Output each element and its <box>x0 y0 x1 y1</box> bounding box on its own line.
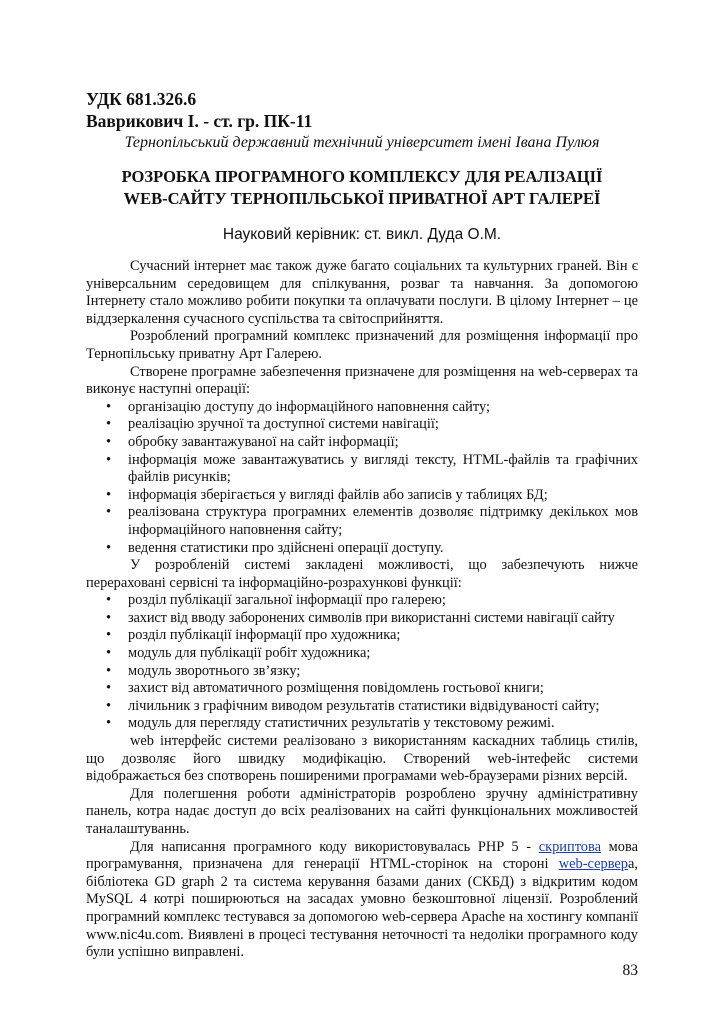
university-name: Тернопільський державний технічний університет імені Івана Пулюя <box>124 134 600 151</box>
list-item: • реалізована структура програмних елементів дозволяє підтримку декількох мов інформаційного наповнення сайту; <box>86 504 638 539</box>
list-item: • інформація зберігається у вигляді файлів або записів у таблицях БД; <box>86 487 638 505</box>
udk-code: УДК 681.326.6 <box>86 89 197 109</box>
article-body <box>86 258 638 962</box>
paragraph-text: мова програмування, призначена для генерації HTML-сторінок на стороні <box>86 838 638 873</box>
page-number: 83 <box>622 962 638 979</box>
paragraph-technologies <box>86 839 638 962</box>
paper-title <box>86 166 638 210</box>
paragraph-intro: Сучасний інтернет має також дуже багато соціальних та культурних граней. Він є універсальним середовищем для спілкування, розваг та навчання. За допомогою Інтернету стало можливо робити покупки та оплачувати послуги. В цілому Інтернет – це віддзеркалення сучасного суспільства та світосприйняття. <box>86 258 638 327</box>
paragraph-text: а, бібліотека GD graph 2 та система керування базами даних (СКБД) з відкритим кодом MySQL 4 котрі поширюються на засадах умовно безкоштовної ліцензії. Розроблений програмний комплекс тестувався за допомогою web-сервера Apache на хостингу компанії www.nic4u.com. Виявлені в процесі тестування неточності та недоліки програмного коду були успішно виправлені. <box>86 856 638 961</box>
list-item: • лічильник з графічним виводом результатів статистики відвідуваності сайту; <box>86 698 638 716</box>
web-server-link[interactable]: web-сервер <box>558 856 628 873</box>
paragraph-text: Для написання програмного коду використовувалась PHP 5 - <box>130 838 539 855</box>
paragraph-purpose: Розроблений програмний комплекс призначений для розміщення інформації про Тернопільську приватну Арт Галерею. <box>86 328 638 362</box>
paragraph-web-interface: web інтерфейс системи реалізовано з використанням каскадних таблиць стилів, що дозволяє його швидку модифікацію. Створений web-інтефейс системи відображається без спотворень поширеними програмами web-браузерами різних версій. <box>86 733 638 785</box>
title-line-1: РОЗРОБКА ПРОГРАМНОГО КОМПЛЕКСУ ДЛЯ РЕАЛІЗАЦІЇ <box>121 167 603 186</box>
functions-list <box>86 592 638 733</box>
paragraph-admin-panel: Для полегшення роботи адміністраторів розроблено зручну адміністративну панель, котра надає доступ до всіх реалізованих на сайті функціональних можливостей таналаштуваннь. <box>86 785 638 837</box>
list-item: • розділ публікації інформації про художника; <box>86 627 638 645</box>
list-item: • модуль для перегляду статистичних результатів у текстовому режимі. <box>86 715 638 733</box>
list-item: • реалізацію зручної та доступної системи навігації; <box>86 416 638 434</box>
paragraph-functions-intro: У розробленій системі закладені можливості, що забезпечують нижче перераховані сервісні та інформаційно-розрахункові функції: <box>86 557 638 591</box>
title-line-2: WEB-САЙТУ ТЕРНОПІЛЬСЬКОЇ ПРИВАТНОЇ АРТ ГАЛЕРЕЇ <box>123 189 601 208</box>
list-item: • обробку завантажуваної на сайт інформації; <box>86 434 638 452</box>
list-item: • захист від вводу заборонених символів при використанні системи навігації сайту <box>86 610 638 628</box>
list-item: • розділ публікації загальної інформації про галерею; <box>86 592 638 610</box>
list-item: • організацію доступу до інформаційного наповнення сайту; <box>86 399 638 417</box>
author-line: Вaврикович І. - ст. гр. ПК-11 <box>86 111 313 131</box>
paragraph-operations-intro: Створене програмне забезпечення призначене для розміщення на web-серверах та виконує наступні операції: <box>86 363 638 398</box>
list-item: • інформація може завантажуватись у вигляді тексту, HTML-файлів та графічних файлів рисунків; <box>86 452 638 487</box>
list-item: • захист від автоматичного розміщення повідомлень гостьової книги; <box>86 680 638 698</box>
list-item: • модуль зворотнього зв’язку; <box>86 663 638 681</box>
list-item: • модуль для публікації робіт художника; <box>86 645 638 663</box>
list-item: • ведення статистики про здійснені операції доступу. <box>86 540 638 558</box>
scripting-language-link[interactable]: скриптова <box>538 838 601 855</box>
scientific-advisor: Науковий керівник: ст. викл. Дуда О.М. <box>222 226 502 243</box>
operations-list <box>86 399 638 557</box>
